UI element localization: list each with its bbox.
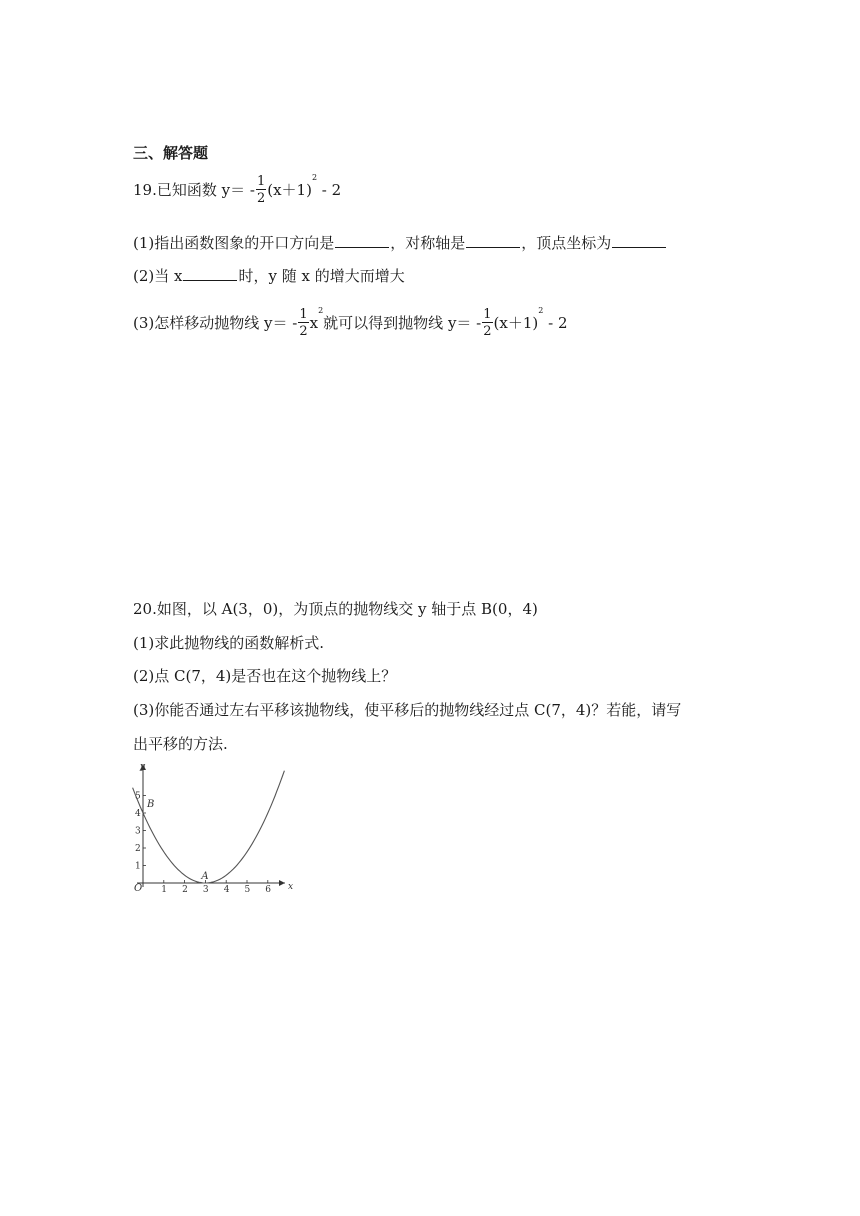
y-tick-label: 5 xyxy=(135,791,141,802)
y-tick-label: 3 xyxy=(135,826,141,837)
q20-part1: (1)求此抛物线的函数解析式. xyxy=(133,634,325,652)
y-axis-label: y xyxy=(140,762,146,772)
answer-blank[interactable] xyxy=(335,233,389,248)
y-tick-label: 2 xyxy=(135,844,141,854)
x-tick-label: 4 xyxy=(223,885,230,895)
section-heading: 三、解答题 xyxy=(133,144,209,162)
point-label-a: A xyxy=(201,871,209,882)
q20-stem: 20.如图，以 A(3，0)，为顶点的抛物线交 y 轴于点 B(0，4) xyxy=(133,600,538,618)
q19-part2: (2)当 x 时，y 随 x 的增大而增大 xyxy=(133,267,405,285)
q20-part3-cont: 出平移的方法. xyxy=(133,735,228,753)
parabola-curve xyxy=(133,771,285,883)
answer-blank[interactable] xyxy=(612,233,666,248)
x-tick-label: 2 xyxy=(182,885,188,895)
y-tick-label: 1 xyxy=(135,861,141,872)
x-axis-label: x xyxy=(288,882,294,892)
q20-part3: (3)你能否通过左右平移该抛物线，使平移后的抛物线经过点 C(7，4)？若能，请写 xyxy=(133,701,682,719)
fraction: $\frac{1}{2}$ xyxy=(483,307,492,339)
x-tick-label: 3 xyxy=(202,885,209,895)
fraction: $\frac{1}{2}$ xyxy=(256,174,266,206)
answer-blank[interactable] xyxy=(183,266,237,281)
x-axis-arrow xyxy=(279,880,285,886)
x-tick-label: 6 xyxy=(265,885,272,895)
q19-part3: (3)怎样移动抛物线 y＝ - $\frac{1}{2}$ $x^2$就可以得到抛物线 y＝ - $\frac{1}{2}$ $(x+1)^2 - 2$ xyxy=(133,306,568,339)
point-label-b: B xyxy=(147,799,155,810)
x-tick-label: 5 xyxy=(244,885,251,895)
parabola-graph xyxy=(125,758,305,898)
origin-label: O xyxy=(134,883,143,894)
y-tick-label: 4 xyxy=(135,809,141,819)
answer-blank[interactable] xyxy=(466,233,520,248)
q19-part1: (1)指出函数图象的开口方向是 ，对称轴是 ，顶点坐标为 xyxy=(133,233,667,251)
axes xyxy=(134,762,293,894)
q19-stem: 19.已知函数 y＝ - $\frac{1}{2}$ $(x+1)^2 - 2$ xyxy=(133,173,342,206)
q20-part2: (2)点 C(7，4)是否也在这个抛物线上？ xyxy=(133,667,397,685)
fraction: $\frac{1}{2}$ xyxy=(299,307,308,339)
x-tick-label: 1 xyxy=(161,885,168,895)
